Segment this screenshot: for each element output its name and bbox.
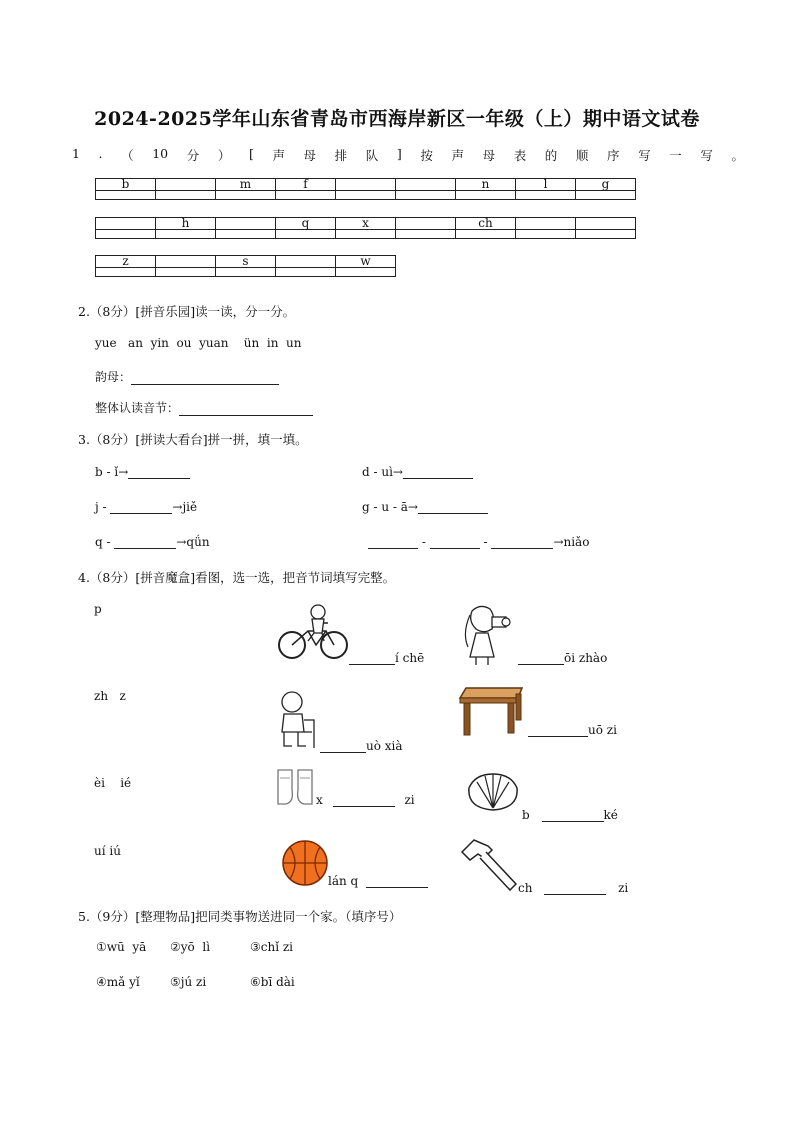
q3-item-e-post: →qǘn <box>176 535 210 549</box>
initial-cell: z <box>96 256 156 268</box>
table-picture <box>458 684 526 738</box>
q1-table-row3 <box>95 255 396 277</box>
q1-table-row1 <box>95 178 636 200</box>
initial-cell: l <box>516 179 576 191</box>
initial-cell[interactable] <box>516 218 576 230</box>
hammer-picture <box>460 836 520 892</box>
initial-cell-lower <box>96 230 156 239</box>
initial-cell-lower <box>96 268 156 277</box>
q1-table-row2 <box>95 217 636 239</box>
initial-cell: q <box>276 218 336 230</box>
q2-label-finals: 韵母： <box>95 370 132 384</box>
q5-item-2: ②yō lì <box>170 940 211 954</box>
initial-cell-lower <box>276 191 336 200</box>
initial-cell[interactable] <box>396 218 456 230</box>
q2-syllables: yue an yin ou yuan ün in un <box>95 336 302 350</box>
q4-blank-4[interactable] <box>528 723 588 737</box>
q4-header: 4.（8分）[拼音魔盒]看图，选一选，把音节词填写完整。 <box>78 570 396 585</box>
initial-cell-lower <box>156 191 216 200</box>
q5-item-5: ⑤jú zi <box>170 975 207 989</box>
initial-cell-lower <box>396 230 456 239</box>
q3-blank-e[interactable] <box>114 535 176 549</box>
q1-header-char: 的 <box>544 148 558 163</box>
q1-header-char: ] <box>396 146 402 161</box>
q3-item-c-pre: j - <box>95 500 111 514</box>
q2-header: 2.（8分）[拼音乐园]读一读，分一分。 <box>78 304 296 319</box>
q3-item-b: d - uì→ <box>362 465 403 479</box>
q4-blank-7[interactable] <box>366 874 428 888</box>
initial-cell: b <box>96 179 156 191</box>
q5-item-1: ①wū yā <box>96 940 147 954</box>
q4-word-5-post: zi <box>404 793 415 807</box>
q3-blank-f3[interactable] <box>491 535 553 549</box>
q1-header-char: 表 <box>513 148 527 163</box>
page-title: 2024-2025学年山东省青岛市西海岸新区一年级（上）期中语文试卷 <box>94 108 700 130</box>
initial-cell-lower <box>336 268 396 277</box>
q4-choices-2: zh z <box>94 689 126 703</box>
q1-header-char: 分 <box>186 148 200 163</box>
q1-header-char: ） <box>217 148 231 163</box>
q3-item-c-post: →jiě <box>172 500 198 514</box>
q3-item-e-pre: q - <box>95 535 115 549</box>
q1-header-char: 写 <box>638 148 651 163</box>
initial-cell: x <box>336 218 396 230</box>
initial-cell-lower <box>156 268 216 277</box>
initial-cell-lower <box>96 191 156 200</box>
q1-header-char: 10 <box>152 146 169 161</box>
q3-blank-f2[interactable] <box>430 535 480 549</box>
basketball-picture <box>282 840 328 886</box>
q3-blank-d[interactable] <box>418 500 488 514</box>
initial-cell[interactable] <box>336 179 396 191</box>
q4-blank-8[interactable] <box>544 881 606 895</box>
q1-header-char: 。 <box>731 148 744 163</box>
q4-word-7-pre: lán q <box>328 874 359 888</box>
initial-cell-lower <box>336 191 396 200</box>
q2-blank-finals[interactable] <box>131 371 279 385</box>
initial-cell: s <box>216 256 276 268</box>
q1-header-char: 1 <box>72 146 80 161</box>
initial-cell-lower <box>456 191 516 200</box>
q1-header-char: 母 <box>482 148 496 163</box>
q3-blank-b[interactable] <box>403 465 473 479</box>
q1-header-char: 序 <box>607 148 620 163</box>
initial-cell-lower <box>216 230 276 239</box>
initial-cell[interactable] <box>276 256 336 268</box>
q1-header-char: 队 <box>365 148 379 163</box>
q4-word-4: uō zi <box>588 723 617 737</box>
initial-cell-lower <box>216 191 276 200</box>
q4-word-2: ōi zhào <box>564 651 608 665</box>
q1-header-char: 母 <box>303 148 317 163</box>
initial-cell-lower <box>336 230 396 239</box>
initial-cell-lower <box>276 230 336 239</box>
q2-blank-whole[interactable] <box>179 402 313 416</box>
q4-word-6-pre: b <box>522 808 530 822</box>
q3-item-f-sep1: - <box>421 535 426 549</box>
initial-cell[interactable] <box>396 179 456 191</box>
q1-header-char: 声 <box>272 148 285 163</box>
q4-word-3: uò xià <box>366 739 403 753</box>
q3-item-f-post: →niǎo <box>553 535 590 549</box>
initial-cell[interactable] <box>216 218 276 230</box>
q4-blank-1[interactable] <box>349 651 395 665</box>
initial-cell[interactable] <box>156 256 216 268</box>
initial-cell-lower <box>156 230 216 239</box>
q4-choices-1: p <box>94 602 102 616</box>
initial-cell-lower <box>456 230 516 239</box>
initial-cell: m <box>216 179 276 191</box>
q4-blank-2[interactable] <box>518 651 564 665</box>
shell-picture <box>465 772 521 812</box>
q5-item-6: ⑥bī dài <box>250 975 295 989</box>
q2-label-whole: 整体认读音节： <box>95 401 180 415</box>
q4-word-5-pre: x <box>316 793 323 807</box>
q4-word-8-post: zi <box>618 881 629 895</box>
q1-header-char: 声 <box>451 148 464 163</box>
q1-header-char: 一 <box>669 148 682 163</box>
initial-cell-lower <box>576 191 636 200</box>
q3-blank-a[interactable] <box>128 465 190 479</box>
initial-cell[interactable] <box>576 218 636 230</box>
q1-header-char: 顺 <box>575 148 589 163</box>
q4-blank-5[interactable] <box>333 793 395 807</box>
q3-item-f-sep2: - <box>483 535 488 549</box>
initial-cell[interactable] <box>156 179 216 191</box>
q4-word-1: í chē <box>395 651 425 665</box>
q3-item-a: b - ǐ→ <box>95 465 129 479</box>
q4-word-6-post: ké <box>603 808 618 822</box>
q4-word-8-pre: ch <box>518 881 533 895</box>
q1-header-char: . <box>98 146 103 161</box>
q3-header: 3.（8分）[拼读大看台]拼一拼，填一填。 <box>78 432 308 447</box>
initial-cell: ch <box>456 218 516 230</box>
q4-blank-6[interactable] <box>542 808 604 822</box>
initial-cell: h <box>156 218 216 230</box>
q4-choices-3: èi ié <box>94 776 132 790</box>
q1-header-char: （ <box>121 148 134 163</box>
q1-header-char: 按 <box>420 148 433 163</box>
initial-cell[interactable] <box>96 218 156 230</box>
initial-cell-lower <box>396 191 456 200</box>
camera-girl-picture <box>458 603 514 665</box>
initial-cell-lower <box>516 230 576 239</box>
initial-cell: f <box>276 179 336 191</box>
q3-item-d: g - u - ā→ <box>362 500 418 514</box>
initial-cell-lower <box>516 191 576 200</box>
bicycle-boy-picture <box>278 603 348 661</box>
q4-choices-4: uí iú <box>94 844 121 858</box>
initial-cell-lower <box>576 230 636 239</box>
q5-item-4: ④mǎ yǐ <box>96 975 140 989</box>
initial-cell: w <box>336 256 396 268</box>
q3-blank-c[interactable] <box>110 500 172 514</box>
q1-header <box>72 146 744 164</box>
initial-cell-lower <box>276 268 336 277</box>
q1-header-char: [ <box>248 146 254 161</box>
q5-header: 5.（9分）[整理物品]把同类事物送进同一个家。（填序号） <box>78 909 402 924</box>
q1-header-char: 排 <box>334 148 348 163</box>
q3-blank-f1[interactable] <box>368 535 418 549</box>
initial-cell: g <box>576 179 636 191</box>
initial-cell: n <box>456 179 516 191</box>
sitting-boy-picture <box>276 690 318 750</box>
shoes-picture <box>276 768 316 806</box>
initial-cell-lower <box>216 268 276 277</box>
q4-blank-3[interactable] <box>320 739 366 753</box>
q5-item-3: ③chǐ zi <box>250 940 294 954</box>
q1-header-char: 写 <box>700 148 713 163</box>
